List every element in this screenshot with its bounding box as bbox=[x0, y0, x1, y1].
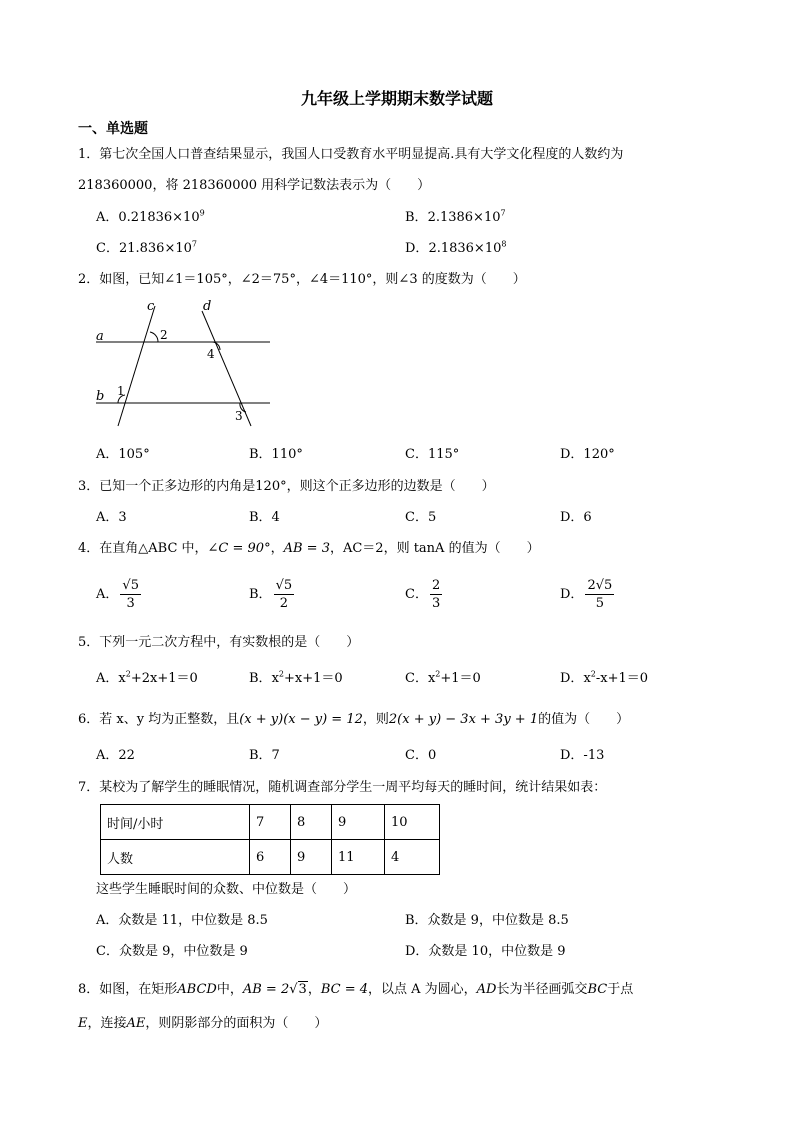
q2-option-b: B．110° bbox=[249, 447, 303, 462]
q1-option-d: D．$2.1836\times 10^8$ bbox=[405, 239, 507, 256]
q1-option-a: A．$0.21836\times 10^9$ bbox=[96, 208, 205, 225]
q5-option-a: A．$x^2+2x+1=0$ bbox=[96, 669, 198, 686]
q5-stem: 5．下列一元二次方程中，有实数根的是（ ） bbox=[78, 635, 360, 650]
sleep-time-table bbox=[100, 804, 440, 875]
q1-option-c: C．$21.836\times 10^7$ bbox=[96, 239, 197, 256]
table-cell: 时间/小时 bbox=[101, 805, 250, 840]
q4-option-c: C． $\frac{2}{3}$ bbox=[405, 578, 441, 611]
label-b: b bbox=[96, 389, 105, 404]
q7-option-c: C．众数是 9，中位数是 9 bbox=[96, 944, 248, 959]
q1-stem-line1: 1．第七次全国人口普查结果显示，我国人口受教育水平明显提高.具有大学文化程度的人数约为 bbox=[78, 147, 624, 162]
q2-stem: 2．如图，已知∠1＝105°，∠2＝75°，∠4＝110°，则∠3 的度数为（ ） bbox=[78, 272, 526, 287]
q7-option-b: B．众数是 9，中位数是 8.5 bbox=[405, 913, 569, 928]
q4-option-b: B． $\frac{√5}{2}$ bbox=[249, 578, 293, 611]
q3-option-d: D．6 bbox=[560, 510, 592, 525]
table-cell: 人数 bbox=[101, 840, 250, 875]
q8-stem-line1: 8．如图，在矩形ABCD中，AB = 2√3，BC = 4，以点 A 为圆心，AD长为半径画弧交BC于点 bbox=[78, 982, 634, 997]
q2-parallel-lines-figure bbox=[88, 296, 278, 428]
q4-option-d: D． $\frac{2√5}{5}$ bbox=[560, 578, 613, 611]
exam-title: 九年级上学期期末数学试题 bbox=[300, 89, 493, 108]
q3-option-a: A．3 bbox=[96, 510, 127, 525]
section-heading: 一、单选题 bbox=[78, 121, 148, 137]
q5-option-d: D．$x^2-x+1=0$ bbox=[560, 669, 649, 686]
q1-option-b: B．$2.1386\times 10^7$ bbox=[405, 208, 506, 225]
q6-stem: 6．若 x、y 均为正整数，且(x + y)(x − y) = 12，则2(x + y) − 3x + 3y + 1的值为（ ） bbox=[78, 712, 630, 727]
table-cell: 11 bbox=[332, 840, 385, 875]
label-c: c bbox=[147, 299, 155, 314]
label-a: a bbox=[96, 329, 104, 344]
q3-option-b: B．4 bbox=[249, 510, 280, 525]
q6-option-d: D．-13 bbox=[560, 748, 605, 763]
table-row bbox=[101, 805, 440, 840]
table-cell: 9 bbox=[332, 805, 385, 840]
q8-stem-line2: E，连接AE，则阴影部分的面积为（ ） bbox=[78, 1016, 328, 1031]
q4-option-a: A． $\frac{√5}{3}$ bbox=[96, 578, 139, 611]
label-d: d bbox=[203, 299, 212, 314]
line-d bbox=[202, 311, 251, 426]
table-cell: 8 bbox=[291, 805, 332, 840]
q5-option-b: B．$x^2+x+1=0$ bbox=[249, 669, 343, 686]
q7-option-d: D．众数是 10，中位数是 9 bbox=[405, 944, 566, 959]
label-angle-4: 4 bbox=[207, 347, 215, 361]
q7-question: 这些学生睡眠时间的众数、中位数是（ ） bbox=[96, 882, 357, 897]
table-cell: 4 bbox=[385, 840, 440, 875]
line-c bbox=[118, 306, 155, 426]
q6-option-a: A．22 bbox=[96, 748, 135, 763]
q5-option-c: C．$x^2+1=0$ bbox=[405, 669, 481, 686]
table-cell: 7 bbox=[250, 805, 291, 840]
table-cell: 10 bbox=[385, 805, 440, 840]
q6-option-b: B．7 bbox=[249, 748, 280, 763]
q2-option-d: D．120° bbox=[560, 447, 615, 462]
q7-option-a: A．众数是 11，中位数是 8.5 bbox=[96, 913, 268, 928]
q3-stem: 3．已知一个正多边形的内角是120°，则这个正多边形的边数是（ ） bbox=[78, 479, 495, 494]
label-angle-3: 3 bbox=[235, 409, 243, 423]
q4-stem: 4．在直角△ABC 中，∠C = 90°，AB = 3，AC＝2，则 tanA 的值为（ ） bbox=[78, 541, 540, 556]
table-row bbox=[101, 840, 440, 875]
q3-option-c: C．5 bbox=[405, 510, 437, 525]
q2-option-c: C．115° bbox=[405, 447, 460, 462]
label-angle-2: 2 bbox=[160, 328, 168, 342]
q1-stem-line2: 218360000，将 218360000 用科学记数法表示为（ ） bbox=[78, 178, 431, 193]
angle-2-arc bbox=[150, 332, 158, 342]
q6-option-c: C．0 bbox=[405, 748, 437, 763]
q2-option-a: A．105° bbox=[96, 447, 150, 462]
table-cell: 6 bbox=[250, 840, 291, 875]
q7-stem: 7．某校为了解学生的睡眠情况，随机调查部分学生一周平均每天的睡时间，统计结果如表： bbox=[78, 780, 607, 795]
table-cell: 9 bbox=[291, 840, 332, 875]
label-angle-1: 1 bbox=[117, 384, 125, 398]
